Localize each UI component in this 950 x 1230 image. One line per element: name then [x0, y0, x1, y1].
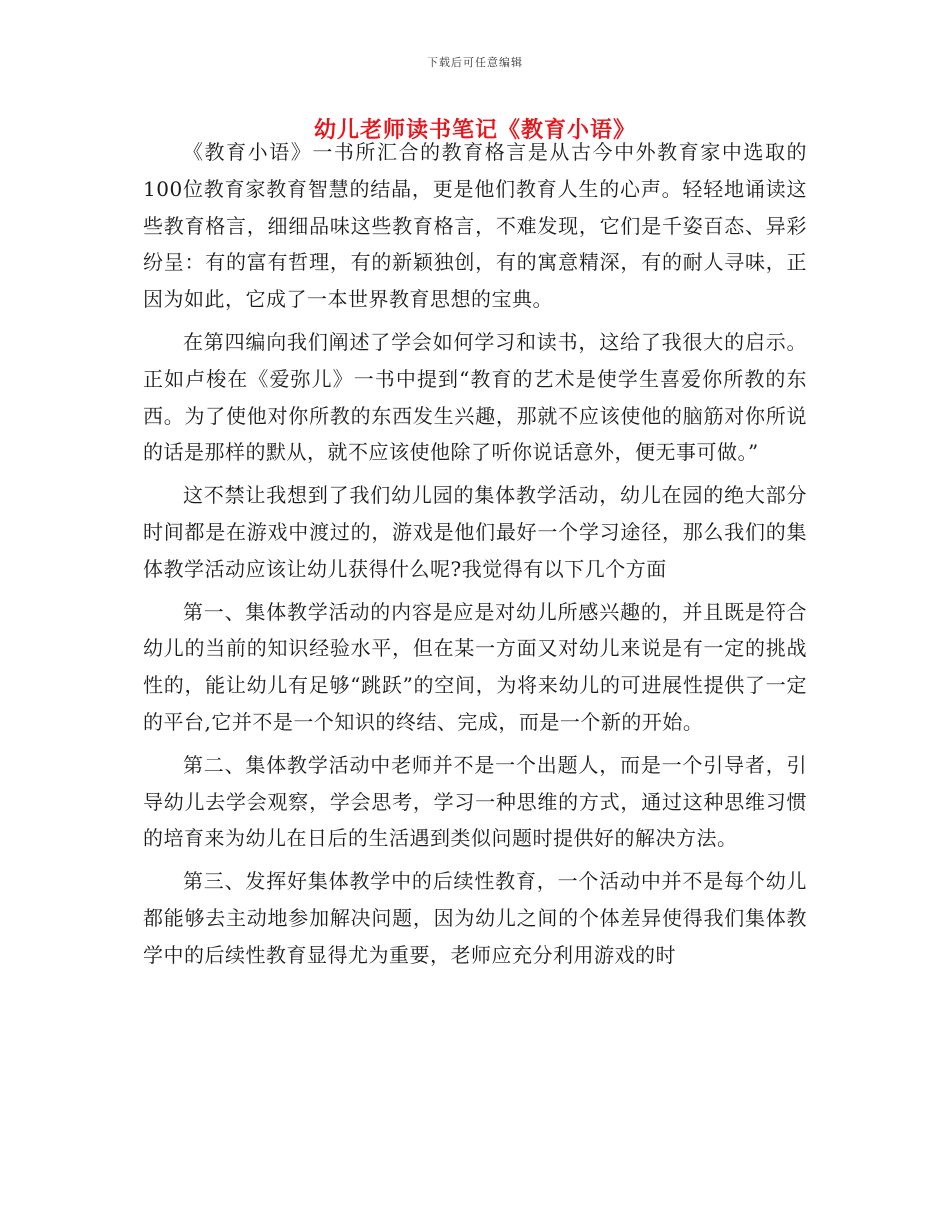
document-title: 幼儿老师读书笔记《教育小语》 — [313, 117, 636, 143]
header-note: 下载后可任意编辑 — [427, 56, 523, 69]
paragraph: 在第四编向我们阐述了学会如何学习和读书，这给了我很大的启示。正如卢梭在《爱弥儿》一书中提到“教育的艺术是使学生喜爱你所教的东西。为了使他对你所教的东西发生兴趣，那就不应该使他的脑筋对你所说的话是那样的默从，就不应该使他除了听你说话意外，便无事可做。” — [143, 329, 807, 465]
paragraph: 《教育小语》一书所汇合的教育格言是从古今中外教育家中选取的100位教育家教育智慧的结晶，更是他们教育人生的心声。轻轻地诵读这些教育格言，细细品味这些教育格言，不难发现，它们是千姿百态、异彩纷呈：有的富有哲理，有的新颖独创，有的寓意精深，有的耐人寻味，正因为如此，它成了一本世界教育思想的宝典。 — [143, 140, 807, 312]
paragraph: 第二、集体教学活动中老师并不是一个出题人，而是一个引导者，引导幼儿去学会观察，学会思考，学习一种思维的方式，通过这种思维习惯的培育来为幼儿在日后的生活遇到类似问题时提供好的解决方法。 — [143, 752, 807, 851]
document-body — [143, 134, 807, 974]
paragraph: 这不禁让我想到了我们幼儿园的集体教学活动，幼儿在园的绝大部分时间都是在游戏中渡过的，游戏是他们最好一个学习途径，那么我们的集体教学活动应该让幼儿获得什么呢?我觉得有以下几个方面 — [143, 483, 807, 581]
paragraph: 第一、集体教学活动的内容是应是对幼儿所感兴趣的，并且既是符合幼儿的当前的知识经验水平，但在某一方面又对幼儿来说是有一定的挑战性的，能让幼儿有足够“跳跃”的空间，为将来幼儿的可进展性提供了一定的平台,它并不是一个知识的终结、完成，而是一个新的开始。 — [143, 599, 807, 734]
paragraph: 第三、发挥好集体教学中的后续性教育，一个活动中并不是每个幼儿都能够去主动地参加解决问题，因为幼儿之间的个体差异使得我们集体教学中的后续性教育显得尤为重要，老师应充分利用游戏的时 — [143, 869, 807, 967]
